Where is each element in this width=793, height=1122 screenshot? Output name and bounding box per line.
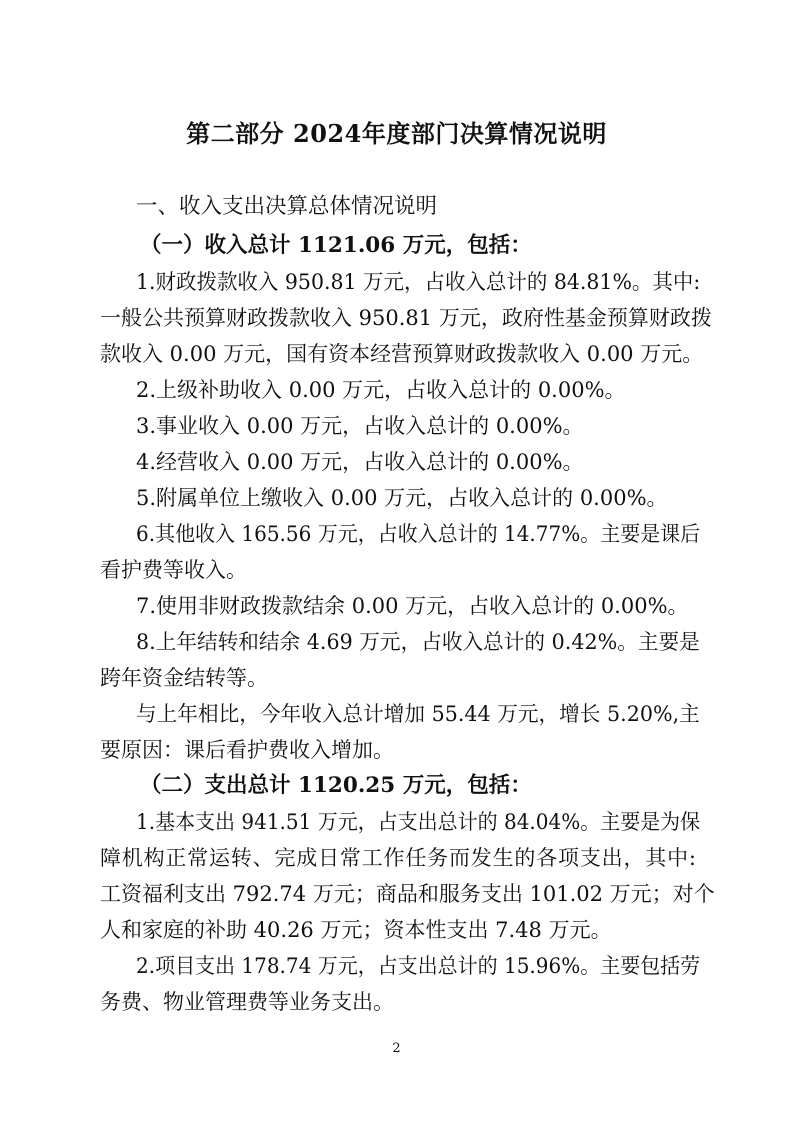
section-heading: 一、收入支出决算总体情况说明 <box>136 194 438 219</box>
expense-item-1-line-4: 人和家庭的补助 40.26 万元；资本性支出 7.48 万元。 <box>100 918 612 942</box>
expense-item-1-line-2: 障机构正常运转、完成日常工作任务而发生的各项支出，其中: <box>100 846 696 870</box>
expense-item-2-line-2: 务费、物业管理费等业务支出。 <box>100 990 394 1014</box>
expense-heading: （二）支出总计 1120.25 万元，包括： <box>140 773 532 798</box>
income-item-1-line-2: 一般公共预算财政拨款收入 950.81 万元，政府性基金预算财政拨 <box>100 306 712 330</box>
expense-item-2-line-1: 2.项目支出 178.74 万元，占支出总计的 15.96%。主要包括劳 <box>136 954 701 978</box>
income-item-4: 4.经营收入 0.00 万元，占收入总计的 0.00%。 <box>136 450 584 474</box>
income-comparison-line-1: 与上年相比，今年收入总计增加 55.44 万元，增长 5.20%,主 <box>136 702 700 726</box>
income-item-1-line-1: 1.财政拨款收入 950.81 万元，占收入总计的 84.81%。其中: <box>136 270 701 294</box>
income-item-2: 2.上级补助收入 0.00 万元，占收入总计的 0.00%。 <box>136 378 626 402</box>
income-item-1-line-3: 款收入 0.00 万元，国有资本经营预算财政拨款收入 0.00 万元。 <box>100 342 704 366</box>
expense-item-1-line-3: 工资福利支出 792.74 万元；商品和服务支出 101.02 万元；对个 <box>100 882 715 906</box>
income-item-7: 7.使用非财政拨款结余 0.00 万元，占收入总计的 0.00%。 <box>136 594 689 618</box>
income-comparison-line-2: 要原因：课后看护费收入增加。 <box>100 738 394 762</box>
income-item-6-line-1: 6.其他收入 165.56 万元，占收入总计的 14.77%。主要是课后 <box>136 522 701 546</box>
income-item-5: 5.附属单位上缴收入 0.00 万元，占收入总计的 0.00%。 <box>136 486 668 510</box>
income-item-8-line-1: 8.上年结转和结余 4.69 万元，占收入总计的 0.42%。主要是 <box>136 630 700 654</box>
page-title: 第二部分 2024年度部门决算情况说明 <box>186 119 607 148</box>
income-item-6-line-2: 看护费等收入。 <box>100 558 247 582</box>
expense-item-1-line-1: 1.基本支出 941.51 万元，占支出总计的 84.04%。主要是为保 <box>136 810 701 834</box>
page-number: 2 <box>392 1041 401 1056</box>
income-heading: （一）收入总计 1121.06 万元，包括： <box>140 233 532 258</box>
income-item-3: 3.事业收入 0.00 万元，占收入总计的 0.00%。 <box>136 414 584 438</box>
income-item-8-line-2: 跨年资金结转等。 <box>100 666 268 690</box>
